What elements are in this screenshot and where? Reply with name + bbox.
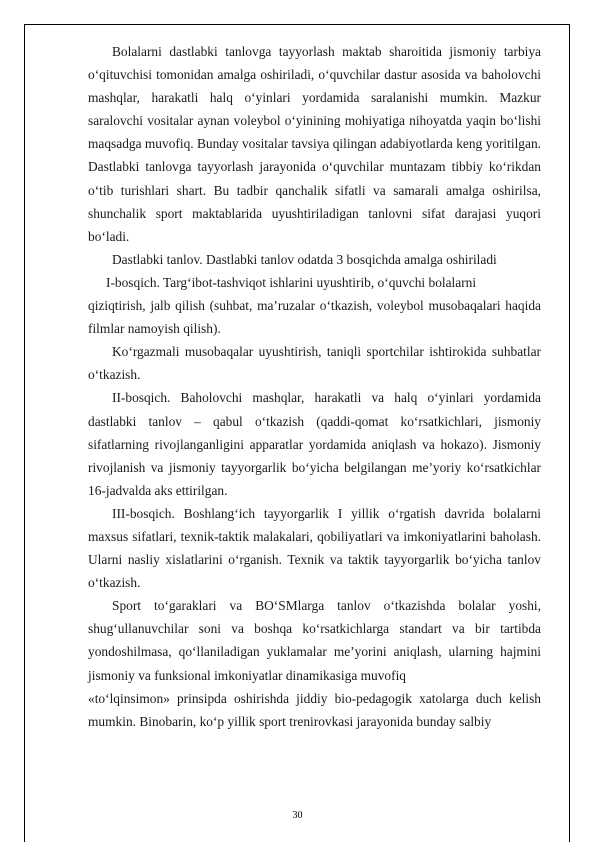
paragraph-wave-principle: «to‘lqinsimon» prinsipda oshirishda jiddiy bio-pedagogik xatolarga duch kelish mumkin. Binobarin, ko‘p yillik sport trenirovkasi jarayonida bunday salbiy — [88, 690, 541, 729]
paragraph-stage-1-continued: qiziqtirish, jalb qilish (suhbat, ma’ruzalar o‘tkazish, voleybol musobaqalari haqida filmlar namoyish qilish). — [88, 298, 541, 337]
paragraph-stage-1: I-bosqich. Targ‘ibot-tashviqot ishlarini uyushtirib, o‘quvchi bolalarni — [106, 274, 477, 290]
paragraph-demonstration: Ko‘rgazmali musobaqalar uyushtirish, taniqli sportchilar ishtirokida suhbatlar o‘tkazish. — [88, 344, 541, 383]
paragraph-intro: Bolalarni dastlabki tanlovga tayyorlash maktab sharoitida jismoniy tarbiya o‘qituvchisi tomonidan amalga oshiriladi, o‘quvchilar dastur asosida va baholovchi mashqlar, harakatli halq o‘yinlari yordamida saralanishi mumkin. Mazkur saralovchi vositalar aynan voleybol o‘yinining mohiyatiga nihoyatda yaqin bo‘lishi maqsadga muvofiq. Bunday vositalar tavsiya qilingan adabiyotlarda keng yoritilgan. Dastlabki tanlovga tayyorlash jarayonida o‘quvchilar muntazam tibbiy ko‘rikdan o‘tib turishlari shart. Bu tadbir qanchalik sifatli va samarali amalga oshirilsa, shunchalik sport maktablarida uyushtiriladigan tanlovni sifat darajasi yuqori bo‘ladi. — [88, 44, 541, 244]
paragraph-sport-clubs: Sport to‘garaklari va BO‘SMlarga tanlov o‘tkazishda bolalar yoshi, shug‘ullanuvchilar soni va boshqa ko‘rsatkichlarga standart va bir tartibda yondoshilmasa, qo‘llaniladigan yuklamalar me’yorini aniqlash, ularning hajmini jismoniy va funksional imkoniyatlar dinamikasiga muvofiq — [88, 598, 541, 683]
page-number: 30 — [292, 810, 303, 821]
paragraph-stage-2: II-bosqich. Baholovchi mashqlar, harakatli va halq o‘yinlari yordamida dastlabki tanlov – qabul o‘tkazish (qaddi-qomat ko‘rsatkichlari, jismoniy sifatlarning rivojlanganligini apparatlar yordamida aniqlash va hokazo). Jismoniy rivojlanish va jismoniy tayyorgarlik bo‘yicha belgilangan me’yoriy ko‘rsatkichlar 16-jadvalda aks ettirilgan. — [88, 390, 541, 498]
document-body — [88, 40, 541, 733]
paragraph-stage-3: III-bosqich. Boshlang‘ich tayyorgarlik I yillik o‘rgatish davrida bolalarni maxsus sifatlari, texnik-taktik malakalari, qobiliyatlari va imkoniyatlarini baholash. Ularni nasliy xislatlarini o‘rganish. Texnik va taktik tayyorgarlik bo‘yicha tanlov o‘tkazish. — [88, 505, 541, 591]
paragraph-dastlabki-tanlov: Dastlabki tanlov. Dastlabki tanlov odatda 3 bosqichda amalga oshiriladi — [112, 251, 497, 267]
